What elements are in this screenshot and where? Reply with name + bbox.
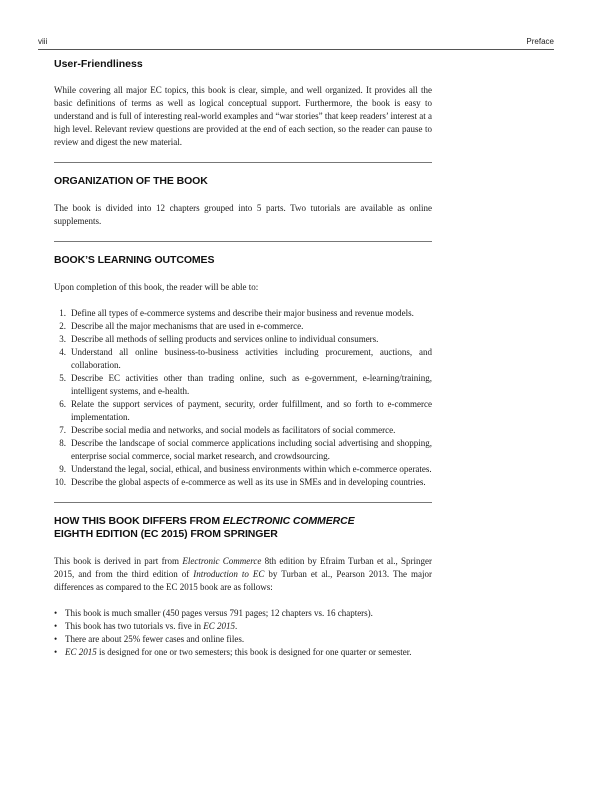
- list-item-number: 5.: [59, 373, 66, 383]
- list-item: [54, 424, 432, 437]
- book-title: Introduction to EC: [193, 569, 265, 579]
- list-item-text: Understand the legal, social, ethical, and business environments within which e-commerce operates.: [71, 464, 432, 474]
- list-item-text: Describe EC activities other than trading online, such as e-government, e-learning/training, intelligent systems, and e-health.: [71, 373, 432, 396]
- differences-text: This book is derived in part from: [54, 556, 183, 566]
- list-item: [54, 398, 432, 424]
- differences-paragraph: [54, 555, 432, 594]
- bullet: •: [54, 647, 58, 657]
- bullet: •: [54, 634, 58, 644]
- organization-paragraph: The book is divided into 12 chapters grouped into 5 parts. Two tutorials are available as online supplements.: [54, 203, 432, 226]
- header-rule: [38, 49, 554, 50]
- list-item-text: Relate the support services of payment, security, order fulfillment, and so forth to e-commerce implementation.: [71, 399, 432, 422]
- differences-heading-line2: EIGHTH EDITION (EC 2015) FROM SPRINGER: [54, 528, 278, 540]
- differences-heading-italic: ELECTRONIC COMMERCE: [222, 515, 355, 527]
- list-item-text: This book has two tutorials vs. five in: [65, 621, 204, 631]
- list-item-number: 1.: [59, 308, 66, 318]
- section-divider: [54, 502, 432, 503]
- list-item: [54, 633, 432, 646]
- list-item: [54, 346, 432, 372]
- running-title: Preface: [526, 37, 554, 46]
- list-item-text: This book is much smaller (450 pages versus 791 pages; 12 chapters vs. 16 chapters).: [65, 608, 373, 618]
- list-item-text: Describe all the major mechanisms that are used in e-commerce.: [71, 321, 304, 331]
- section-divider: [54, 162, 432, 163]
- outcomes-list: [54, 307, 432, 489]
- list-item-number: 10.: [54, 477, 66, 487]
- list-item-number: 6.: [59, 399, 66, 409]
- list-item: [54, 646, 432, 659]
- list-item: [54, 463, 432, 476]
- list-item: [54, 476, 432, 489]
- user-friendliness-heading: User-Friendliness: [54, 58, 143, 70]
- list-item-text: .: [235, 621, 238, 631]
- list-item-text: Describe the global aspects of e-commerce as well as its use in SMEs and in developing countries.: [71, 477, 426, 487]
- list-item: [54, 320, 432, 333]
- book-abbrev: EC 2015: [65, 647, 97, 657]
- list-item: [54, 437, 432, 463]
- differences-text: by Turban et al., Pearson 2013. The major differences as compared to the EC 2015 book are as follows:: [54, 569, 432, 592]
- book-abbrev: EC 2015: [203, 621, 236, 631]
- list-item-text: Describe the landscape of social commerce applications including social advertising and shopping, enterprise social commerce, social market research, and crowdsourcing.: [71, 438, 432, 461]
- list-item-text: There are about 25% fewer cases and online files.: [65, 634, 245, 644]
- list-item-text: Define all types of e-commerce systems and describe their major business and revenue models.: [71, 308, 414, 318]
- running-header: [38, 36, 554, 50]
- page-body: [54, 58, 432, 659]
- list-item-text: Describe social media and networks, and social models as facilitators of social commerce.: [71, 425, 396, 435]
- differences-heading: [54, 515, 432, 541]
- list-item: [54, 620, 432, 633]
- differences-list: [54, 607, 432, 659]
- outcomes-heading: BOOK’S LEARNING OUTCOMES: [54, 254, 215, 266]
- organization-heading: ORGANIZATION OF THE BOOK: [54, 175, 208, 187]
- list-item: [54, 607, 432, 620]
- list-item-number: 9.: [59, 464, 66, 474]
- list-item-number: 3.: [59, 334, 66, 344]
- page-number: viii: [38, 37, 48, 46]
- list-item-text: Describe all methods of selling products and services online to individual consumers.: [71, 334, 379, 344]
- differences-heading-prefix: HOW THIS BOOK DIFFERS FROM: [54, 515, 223, 527]
- section-divider: [54, 241, 432, 242]
- list-item-text: is designed for one or two semesters; this book is designed for one quarter or semester.: [96, 647, 412, 657]
- outcomes-intro: Upon completion of this book, the reader will be able to:: [54, 282, 259, 292]
- differences-text: 8th edition by Efraim Turban et al., Springer 2015, and from the third edition of: [54, 556, 432, 579]
- user-friendliness-paragraph: While covering all major EC topics, this book is clear, simple, and well organized. It provides all the basic definitions of terms as well as logical conceptual support. Furthermore, the book is easy to understand and is full of interesting real-world examples and “war stories” that keep readers’ interest at a high level. Relevant review questions are provided at the end of each section, so the reader can pause to review and digest the new material.: [54, 85, 432, 147]
- list-item-text: Understand all online business-to-business activities including procurement, auctions, and collaboration.: [71, 347, 432, 370]
- list-item-number: 8.: [59, 438, 66, 448]
- list-item: [54, 372, 432, 398]
- list-item-number: 7.: [59, 425, 66, 435]
- list-item: [54, 333, 432, 346]
- list-item: [54, 307, 432, 320]
- bullet: •: [54, 621, 58, 631]
- list-item-number: 2.: [59, 321, 66, 331]
- list-item-number: 4.: [59, 347, 66, 357]
- book-title: Electronic Commerce: [182, 556, 262, 566]
- bullet: •: [54, 608, 58, 618]
